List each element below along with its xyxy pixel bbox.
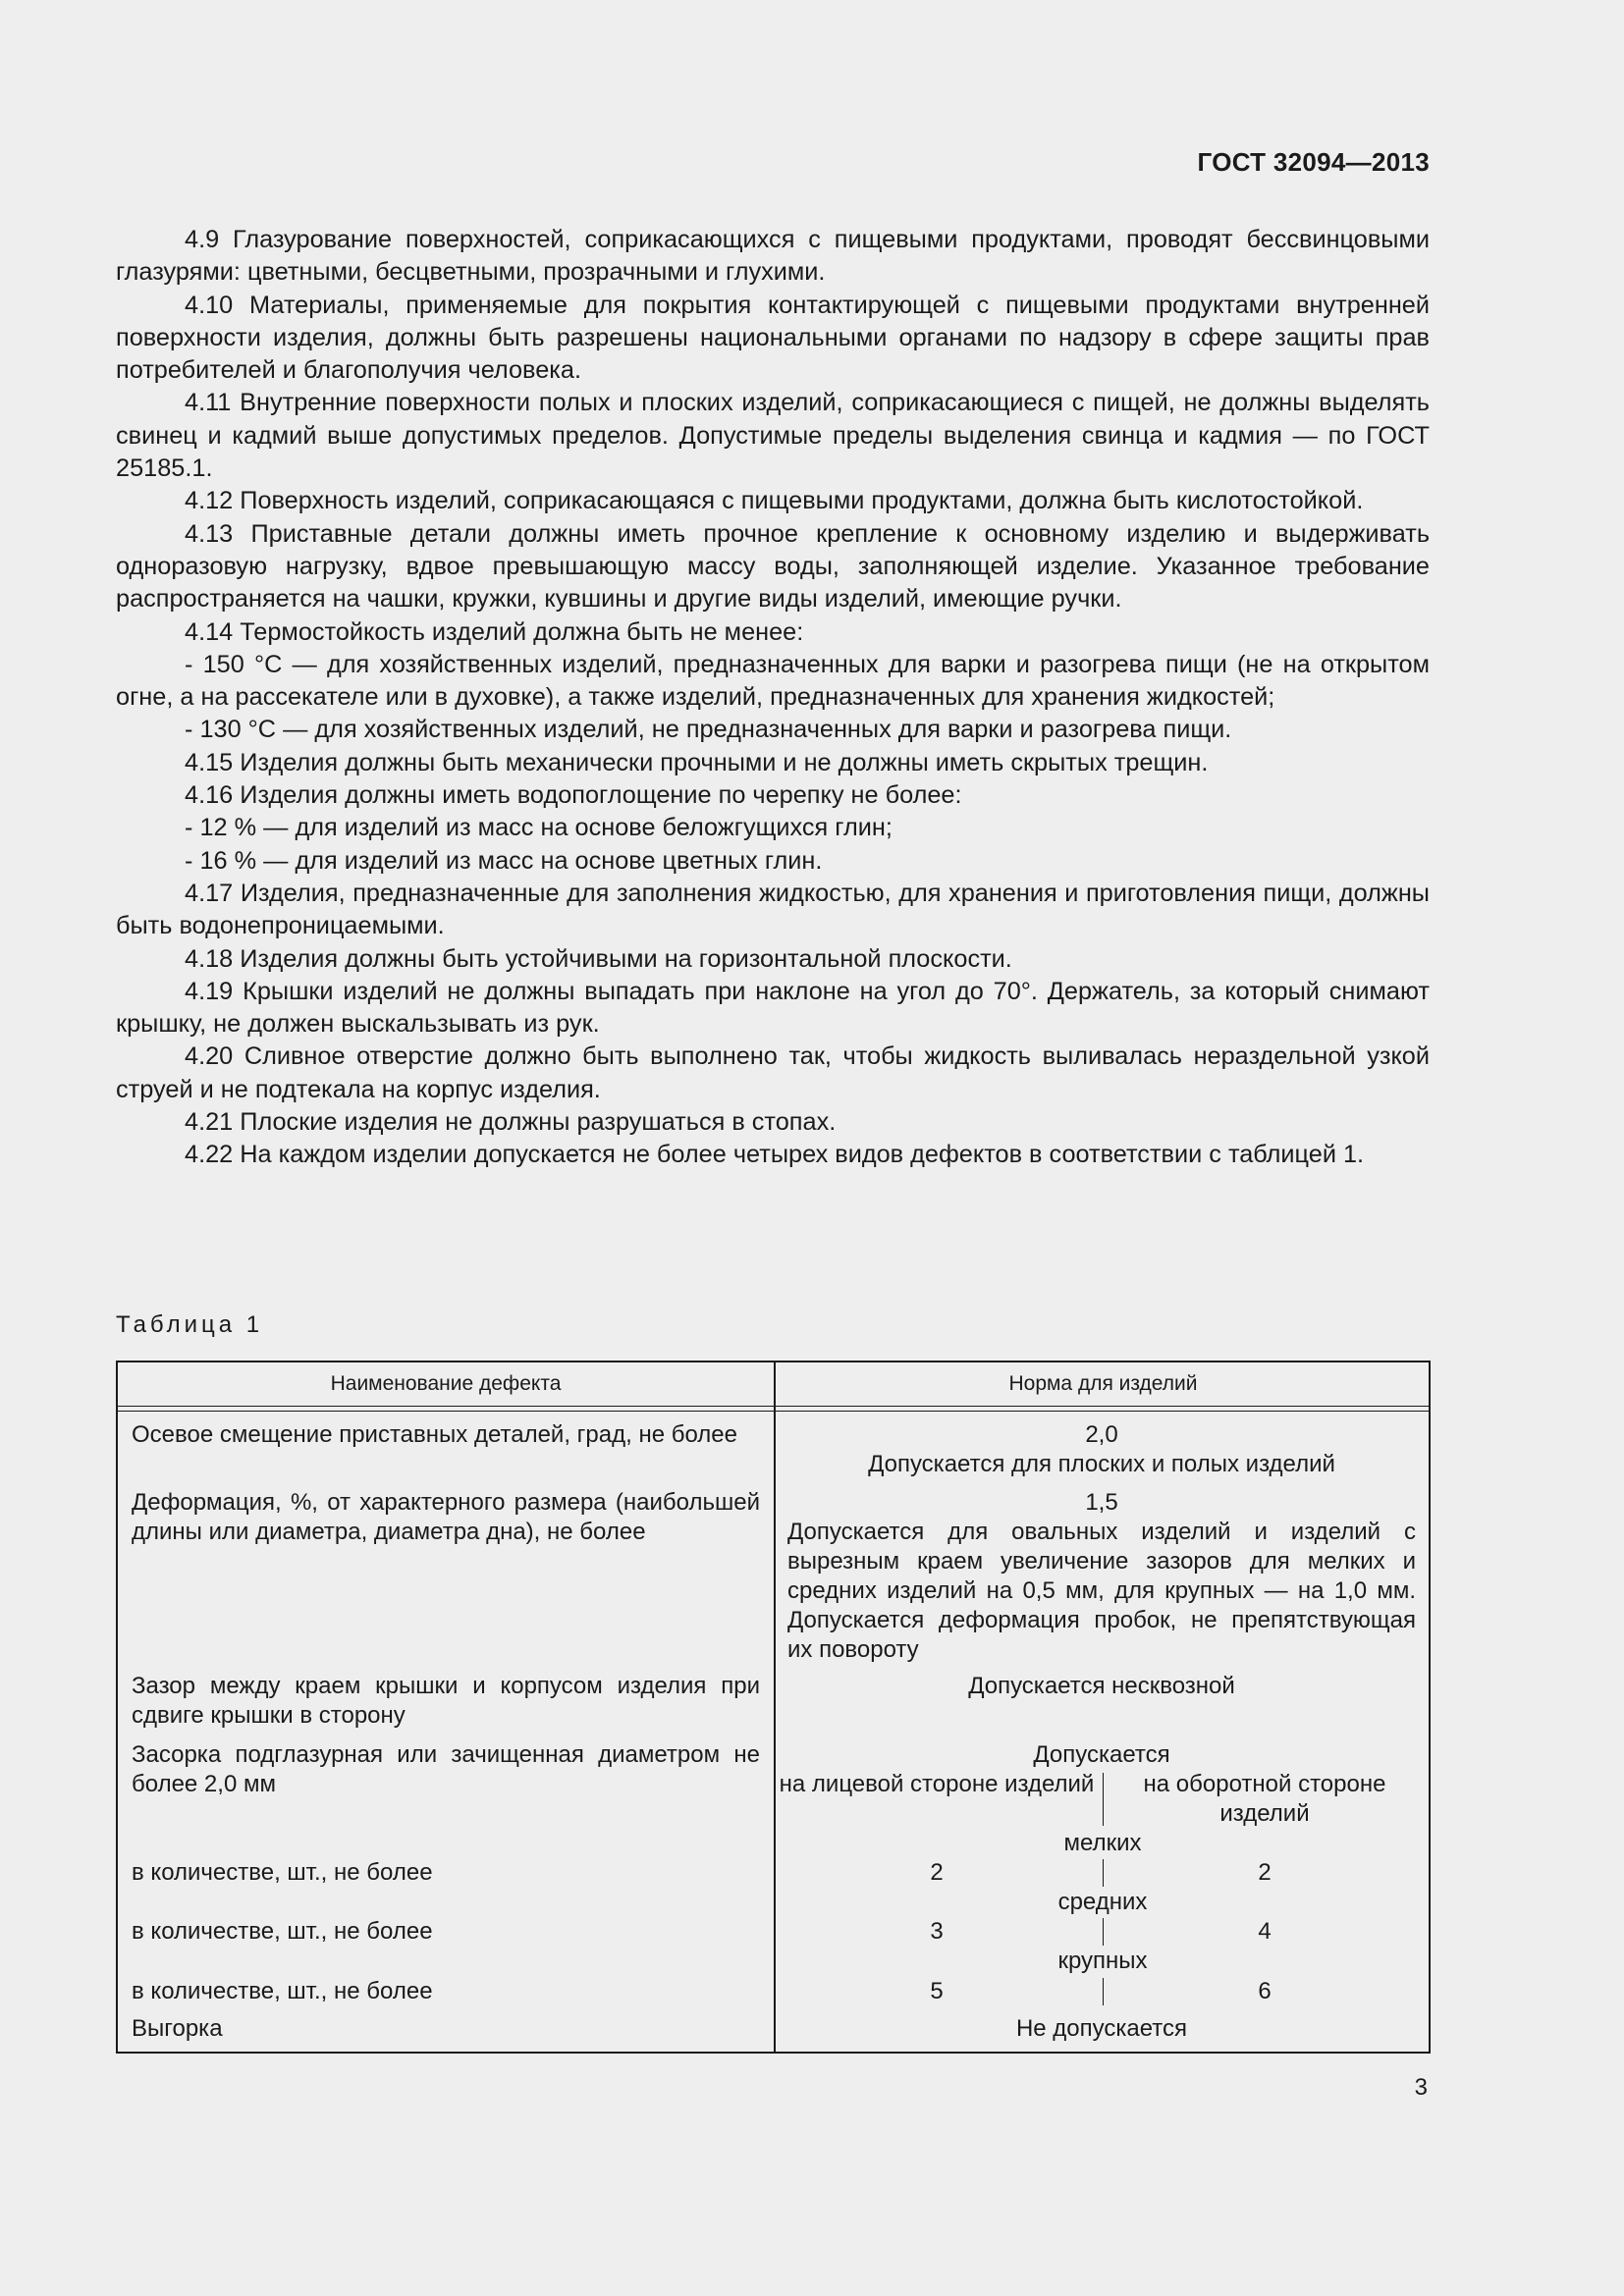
qty-small-label: в количестве, шт., не более bbox=[132, 1859, 433, 1886]
row4-front-side: на лицевой стороне изделий bbox=[779, 1771, 1095, 1797]
row1-note: Допускается для плоских и полых изделий bbox=[868, 1451, 1335, 1477]
size-medium-label: средних bbox=[1057, 1889, 1148, 1915]
qty-medium-front: 3 bbox=[930, 1918, 944, 1945]
row2-defect-name: Деформация, %, от характерного размера (наибольшей длины или диаметра, диаметра дна), не более bbox=[132, 1489, 760, 1545]
row3-value: Допускается несквозной bbox=[968, 1673, 1235, 1699]
size-small-label: мелких bbox=[1063, 1830, 1142, 1856]
size-large-label: крупных bbox=[1057, 1948, 1148, 1974]
row4-defect-name: Засорка подглазурная или зачищенная диаметром не более 2,0 мм bbox=[132, 1741, 760, 1797]
subcolumn-divider bbox=[1103, 1773, 1104, 1826]
paragraph-4-13: 4.13 Приставные детали должны иметь прочное крепление к основному изделию и выдерживать одноразовую нагрузку, вдвое превышающую массу воды, заполняющей изделие. Указанное требование распространяется на чашки, кружки, кувшины и другие виды изделий, имеющие ручки. bbox=[116, 519, 1430, 614]
paragraph-4-12: 4.12 Поверхность изделий, соприкасающаяся с пищевыми продуктами, должна быть кислотостойкой. bbox=[185, 487, 1364, 515]
list-item-150c: - 150 °C — для хозяйственных изделий, предназначенных для варки и разогрева пищи (не на открытом огне, а на рассекателе или в духовке), а также изделий, предназначенных для хранения жидкостей; bbox=[116, 650, 1430, 712]
document-header: ГОСТ 32094—2013 bbox=[1197, 147, 1430, 177]
list-item-12pct: - 12 % — для изделий из масс на основе беложгущихся глин; bbox=[185, 814, 893, 842]
table-caption: Таблица 1 bbox=[116, 1311, 264, 1338]
paragraph-4-15: 4.15 Изделия должны быть механически прочными и не должны иметь скрытых трещин. bbox=[185, 748, 1209, 776]
list-item-16pct: - 16 % — для изделий из масс на основе цветных глин. bbox=[185, 846, 823, 875]
paragraph-4-11: 4.11 Внутренние поверхности полых и плоских изделий, соприкасающиеся с пищей, не должны выделять свинец и кадмий выше допустимых пределов. Допустимые пределы выделения свинца и кадмия — по ГОСТ 25185.1. bbox=[116, 389, 1430, 483]
qty-large-label: в количестве, шт., не более bbox=[132, 1978, 433, 2004]
row5-defect-name: Выгорка bbox=[132, 2015, 223, 2042]
paragraph-4-14: 4.14 Термостойкость изделий должна быть не менее: bbox=[185, 617, 804, 646]
defects-table bbox=[116, 1361, 1431, 2054]
qty-small-front: 2 bbox=[930, 1859, 944, 1886]
row5-value: Не допускается bbox=[1015, 2015, 1188, 2042]
header-defect-name: Наименование дефекта bbox=[330, 1372, 562, 1395]
row4-value: Допускается bbox=[1033, 1741, 1170, 1768]
row1-value: 2,0 bbox=[1085, 1421, 1118, 1448]
qty-large-front: 5 bbox=[930, 1978, 944, 2004]
paragraph-4-16: 4.16 Изделия должны иметь водопоглощение по черепку не более: bbox=[185, 781, 962, 810]
qty-medium-label: в количестве, шт., не более bbox=[132, 1918, 433, 1945]
paragraph-4-22: 4.22 На каждом изделии допускается не более четырех видов дефектов в соответствии с таблицей 1. bbox=[185, 1141, 1365, 1169]
subcolumn-divider bbox=[1103, 1918, 1104, 1946]
row2-note: Допускается для овальных изделий и изделий с вырезным краем увеличение зазоров для мелких и средних изделий на 0,5 мм, для крупных — на 1,0 мм. Допускается деформация пробок, не препятствующая их повороту bbox=[787, 1519, 1416, 1663]
paragraph-4-18: 4.18 Изделия должны быть устойчивыми на горизонтальной плоскости. bbox=[185, 944, 1012, 973]
header-rule-double bbox=[118, 1411, 1429, 1412]
paragraph-4-10: 4.10 Материалы, применяемые для покрытия контактирующей с пищевыми продуктами внутренней поверхности изделия, должны быть разрешены национальными органами по надзору в сфере защиты прав потребителей и благополучия человека. bbox=[116, 291, 1430, 385]
paragraph-4-21: 4.21 Плоские изделия не должны разрушаться в стопах. bbox=[185, 1108, 837, 1137]
column-divider bbox=[774, 1362, 776, 2052]
paragraph-4-9: 4.9 Глазурование поверхностей, соприкасающихся с пищевыми продуктами, проводят бессвинцовыми глазурями: цветными, бесцветными, прозрачными и глухими. bbox=[116, 226, 1430, 287]
header-rule bbox=[118, 1406, 1429, 1407]
row2-value: 1,5 bbox=[1085, 1489, 1118, 1516]
body-text bbox=[116, 224, 1430, 1172]
row1-defect-name: Осевое смещение приставных деталей, град, не более bbox=[132, 1421, 737, 1448]
qty-small-back: 2 bbox=[1258, 1859, 1272, 1886]
row3-defect-name: Зазор между краем крышки и корпусом изделия при сдвиге крышки в сторону bbox=[132, 1673, 760, 1729]
subcolumn-divider bbox=[1103, 1978, 1104, 2005]
paragraph-4-20: 4.20 Сливное отверстие должно быть выполнено так, чтобы жидкость выливалась нераздельной узкой струей и не подтекала на корпус изделия. bbox=[116, 1042, 1430, 1103]
qty-medium-back: 4 bbox=[1258, 1918, 1272, 1945]
qty-large-back: 6 bbox=[1258, 1978, 1272, 2004]
list-item-130c: - 130 °C — для хозяйственных изделий, не предназначенных для варки и разогрева пищи. bbox=[185, 716, 1232, 744]
subcolumn-divider bbox=[1103, 1859, 1104, 1887]
paragraph-4-17: 4.17 Изделия, предназначенные для заполнения жидкостью, для хранения и приготовления пищи, должны быть водонепроницаемыми. bbox=[116, 879, 1430, 940]
paragraph-4-19: 4.19 Крышки изделий не должны выпадать при наклоне на угол до 70°. Держатель, за который снимают крышку, не должен выскальзывать из рук. bbox=[116, 977, 1430, 1039]
page-number: 3 bbox=[1414, 2074, 1428, 2101]
header-norm: Норма для изделий bbox=[1008, 1372, 1198, 1395]
row4-back-side: на оборотной стороне изделий bbox=[1143, 1771, 1386, 1827]
